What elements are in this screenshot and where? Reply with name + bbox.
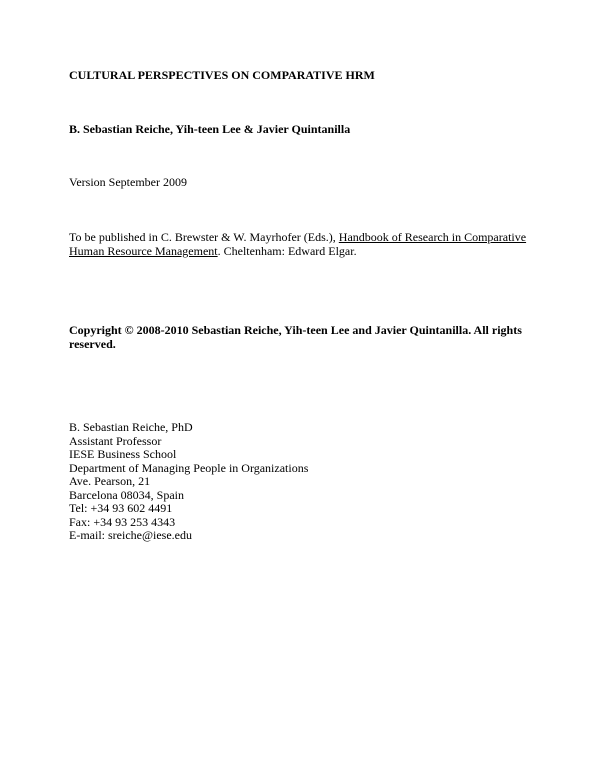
book-title-part-2: Human Resource Management <box>69 244 218 258</box>
contact-city: Barcelona 08034, Spain <box>69 487 184 502</box>
contact-department: Department of Managing People in Organizations <box>69 460 309 475</box>
contact-email: E-mail: sreiche@iese.edu <box>69 528 192 542</box>
paper-authors: B. Sebastian Reiche, Yih-teen Lee & Javier Quintanilla <box>69 122 351 136</box>
contact-tel: Tel: +34 93 602 4491 <box>69 501 173 515</box>
contact-position: Assistant Professor <box>69 433 162 448</box>
publication-line-2 <box>69 244 539 258</box>
contact-street: Ave. Pearson, 21 <box>69 474 151 488</box>
version-note: Version September 2009 <box>69 175 187 189</box>
publication-line-1 <box>69 230 539 244</box>
book-title-part-1: Handbook of Research in Comparative <box>338 230 527 244</box>
publication-suffix: . Cheltenham: Edward Elgar. <box>217 244 357 258</box>
copyright-line-1: Copyright © 2008-2010 Sebastian Reiche, Yih-teen Lee and Javier Quintanilla. All rights <box>69 323 522 337</box>
paper-title: CULTURAL PERSPECTIVES ON COMPARATIVE HRM <box>69 68 375 82</box>
contact-fax: Fax: +34 93 253 4343 <box>69 514 176 529</box>
copyright-notice <box>69 323 539 351</box>
contact-name: B. Sebastian Reiche, PhD <box>69 420 193 434</box>
publication-note <box>69 230 539 258</box>
publication-prefix: To be published in C. Brewster & W. Mayrhofer (Eds.), <box>69 230 339 244</box>
copyright-line-2: reserved. <box>69 337 116 351</box>
contact-block <box>69 421 539 543</box>
contact-school: IESE Business School <box>69 447 177 461</box>
